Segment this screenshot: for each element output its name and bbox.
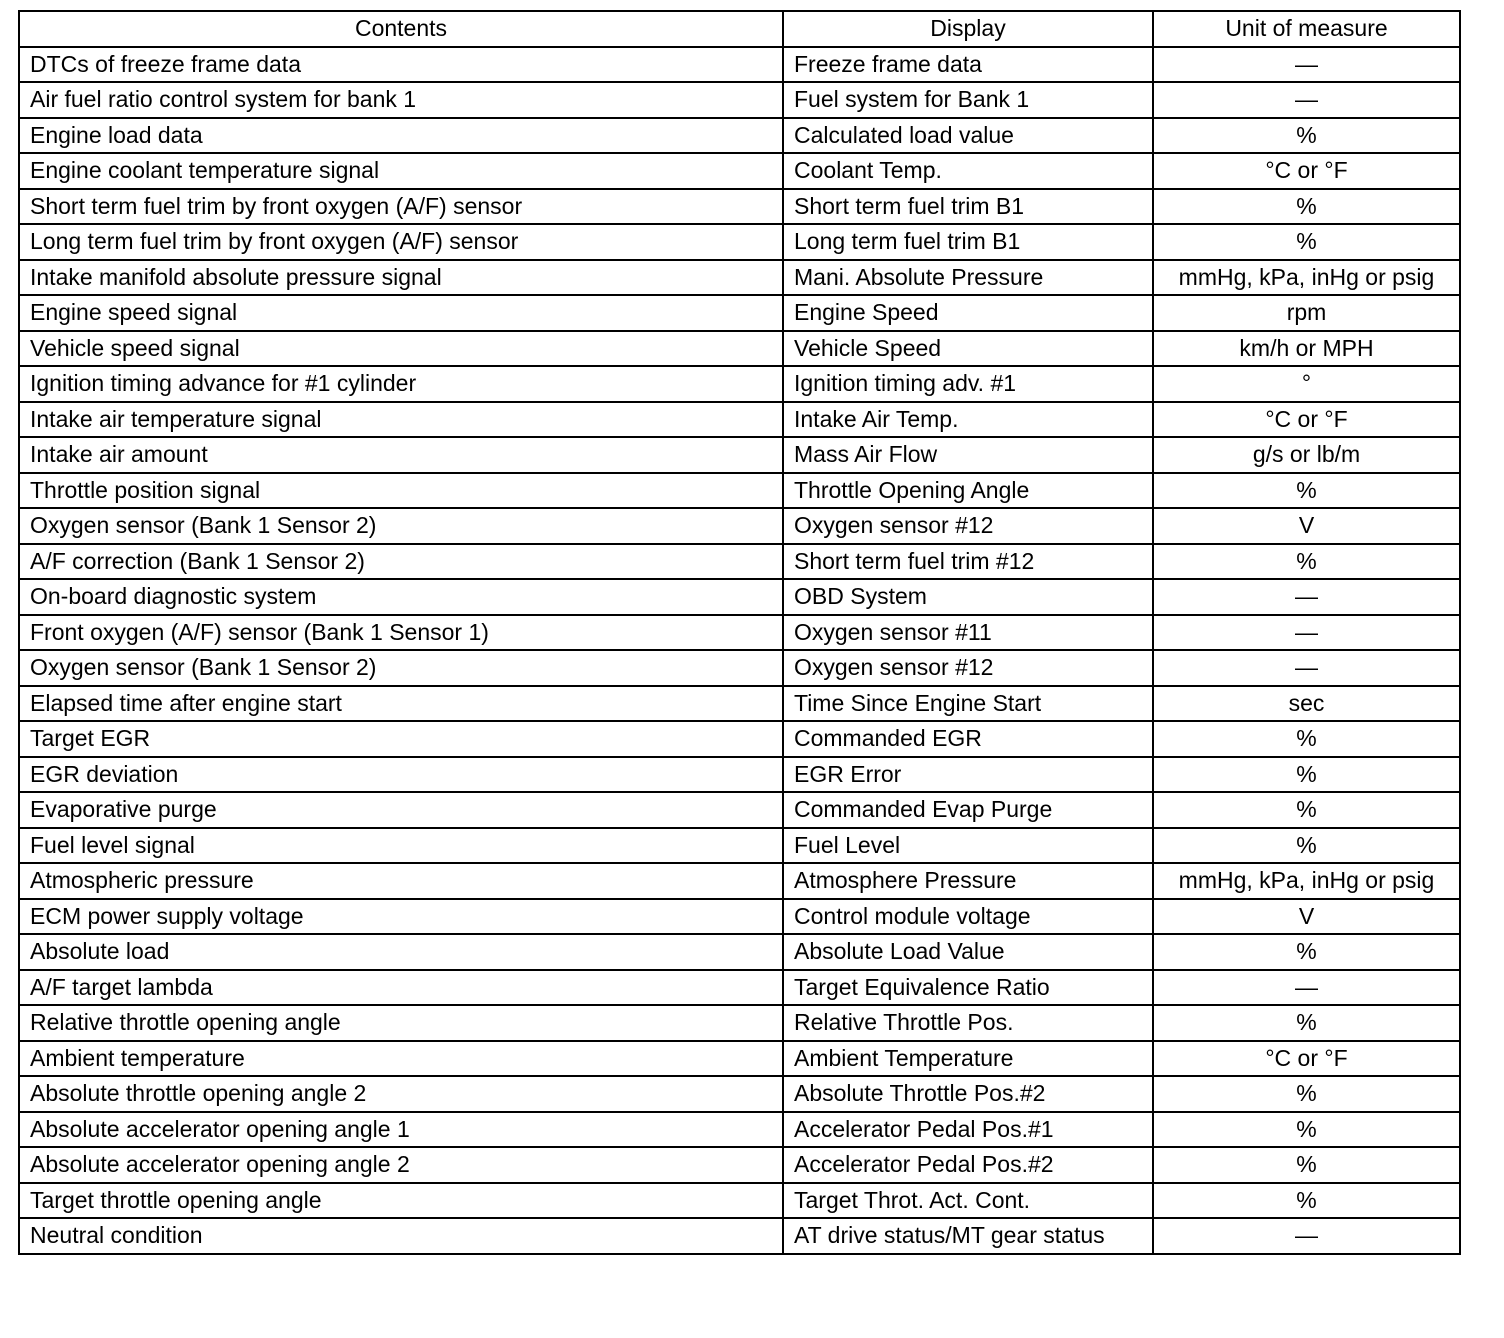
unit-cell: % (1153, 828, 1460, 864)
display-cell: EGR Error (783, 757, 1153, 793)
contents-cell: Absolute accelerator opening angle 2 (19, 1147, 783, 1183)
header-display: Display (783, 11, 1153, 47)
table-row (19, 863, 1460, 899)
display-cell: Control module voltage (783, 899, 1153, 935)
table-row (19, 331, 1460, 367)
display-cell: Fuel system for Bank 1 (783, 82, 1153, 118)
table-row (19, 295, 1460, 331)
table-header-row (19, 11, 1460, 47)
unit-cell: — (1153, 650, 1460, 686)
unit-cell: V (1153, 899, 1460, 935)
display-cell: Target Equivalence Ratio (783, 970, 1153, 1006)
unit-cell: °C or °F (1153, 1041, 1460, 1077)
table-row (19, 1183, 1460, 1219)
contents-cell: Intake manifold absolute pressure signal (19, 260, 783, 296)
contents-cell: Relative throttle opening angle (19, 1005, 783, 1041)
unit-cell: — (1153, 1218, 1460, 1254)
unit-cell: % (1153, 1076, 1460, 1112)
contents-cell: Neutral condition (19, 1218, 783, 1254)
display-cell: Freeze frame data (783, 47, 1153, 83)
display-cell: Vehicle Speed (783, 331, 1153, 367)
contents-cell: Intake air temperature signal (19, 402, 783, 438)
display-cell: Oxygen sensor #12 (783, 508, 1153, 544)
display-cell: Intake Air Temp. (783, 402, 1153, 438)
unit-cell: % (1153, 757, 1460, 793)
contents-cell: On-board diagnostic system (19, 579, 783, 615)
table-row (19, 721, 1460, 757)
display-cell: Atmosphere Pressure (783, 863, 1153, 899)
contents-cell: Vehicle speed signal (19, 331, 783, 367)
contents-cell: Short term fuel trim by front oxygen (A/F) sensor (19, 189, 783, 225)
unit-cell: % (1153, 189, 1460, 225)
table-row (19, 1147, 1460, 1183)
contents-cell: Front oxygen (A/F) sensor (Bank 1 Sensor 1) (19, 615, 783, 651)
unit-cell: sec (1153, 686, 1460, 722)
table-row (19, 650, 1460, 686)
document-page (18, 10, 1461, 1255)
unit-cell: g/s or lb/m (1153, 437, 1460, 473)
table-row (19, 508, 1460, 544)
table-row (19, 402, 1460, 438)
display-cell: Short term fuel trim #12 (783, 544, 1153, 580)
contents-cell: A/F correction (Bank 1 Sensor 2) (19, 544, 783, 580)
display-cell: Accelerator Pedal Pos.#1 (783, 1112, 1153, 1148)
unit-cell: mmHg, kPa, inHg or psig (1153, 863, 1460, 899)
display-cell: Fuel Level (783, 828, 1153, 864)
table-row (19, 899, 1460, 935)
unit-cell: ° (1153, 366, 1460, 402)
table-row (19, 118, 1460, 154)
contents-cell: Engine load data (19, 118, 783, 154)
contents-cell: Engine speed signal (19, 295, 783, 331)
contents-cell: Absolute throttle opening angle 2 (19, 1076, 783, 1112)
table-body (19, 47, 1460, 1254)
unit-cell: km/h or MPH (1153, 331, 1460, 367)
display-cell: Absolute Load Value (783, 934, 1153, 970)
table-row (19, 47, 1460, 83)
contents-cell: DTCs of freeze frame data (19, 47, 783, 83)
table-row (19, 366, 1460, 402)
contents-cell: Ignition timing advance for #1 cylinder (19, 366, 783, 402)
display-cell: Target Throt. Act. Cont. (783, 1183, 1153, 1219)
unit-cell: % (1153, 118, 1460, 154)
unit-cell: % (1153, 1147, 1460, 1183)
unit-cell: % (1153, 1112, 1460, 1148)
contents-cell: Intake air amount (19, 437, 783, 473)
unit-cell: — (1153, 82, 1460, 118)
contents-cell: Throttle position signal (19, 473, 783, 509)
unit-cell: °C or °F (1153, 402, 1460, 438)
display-cell: Ignition timing adv. #1 (783, 366, 1153, 402)
contents-cell: Evaporative purge (19, 792, 783, 828)
display-cell: Time Since Engine Start (783, 686, 1153, 722)
header-unit-of-measure: Unit of measure (1153, 11, 1460, 47)
display-cell: Accelerator Pedal Pos.#2 (783, 1147, 1153, 1183)
table-row (19, 970, 1460, 1006)
unit-cell: % (1153, 934, 1460, 970)
unit-cell: % (1153, 1005, 1460, 1041)
contents-cell: Oxygen sensor (Bank 1 Sensor 2) (19, 650, 783, 686)
unit-cell: rpm (1153, 295, 1460, 331)
display-cell: Throttle Opening Angle (783, 473, 1153, 509)
contents-cell: Target throttle opening angle (19, 1183, 783, 1219)
table-row (19, 1041, 1460, 1077)
display-cell: Ambient Temperature (783, 1041, 1153, 1077)
table-row (19, 1218, 1460, 1254)
table-row (19, 473, 1460, 509)
table-row (19, 224, 1460, 260)
contents-cell: Elapsed time after engine start (19, 686, 783, 722)
table-row (19, 437, 1460, 473)
display-cell: Commanded Evap Purge (783, 792, 1153, 828)
contents-cell: Atmospheric pressure (19, 863, 783, 899)
contents-cell: Air fuel ratio control system for bank 1 (19, 82, 783, 118)
table-row (19, 792, 1460, 828)
contents-cell: Engine coolant temperature signal (19, 153, 783, 189)
table-row (19, 153, 1460, 189)
display-cell: Oxygen sensor #12 (783, 650, 1153, 686)
contents-cell: Fuel level signal (19, 828, 783, 864)
header-contents: Contents (19, 11, 783, 47)
contents-cell: Absolute load (19, 934, 783, 970)
contents-cell: Ambient temperature (19, 1041, 783, 1077)
unit-cell: mmHg, kPa, inHg or psig (1153, 260, 1460, 296)
display-cell: Engine Speed (783, 295, 1153, 331)
contents-cell: EGR deviation (19, 757, 783, 793)
table-row (19, 260, 1460, 296)
display-cell: Oxygen sensor #11 (783, 615, 1153, 651)
unit-cell: V (1153, 508, 1460, 544)
contents-cell: Oxygen sensor (Bank 1 Sensor 2) (19, 508, 783, 544)
table-row (19, 1005, 1460, 1041)
unit-cell: — (1153, 970, 1460, 1006)
table-row (19, 189, 1460, 225)
display-cell: Mass Air Flow (783, 437, 1153, 473)
display-cell: Calculated load value (783, 118, 1153, 154)
unit-cell: % (1153, 1183, 1460, 1219)
contents-cell: Absolute accelerator opening angle 1 (19, 1112, 783, 1148)
contents-cell: ECM power supply voltage (19, 899, 783, 935)
unit-cell: % (1153, 721, 1460, 757)
display-cell: AT drive status/MT gear status (783, 1218, 1153, 1254)
table-row (19, 1112, 1460, 1148)
unit-cell: % (1153, 792, 1460, 828)
unit-cell: °C or °F (1153, 153, 1460, 189)
table-row (19, 686, 1460, 722)
display-cell: Relative Throttle Pos. (783, 1005, 1153, 1041)
table-row (19, 1076, 1460, 1112)
display-cell: OBD System (783, 579, 1153, 615)
display-cell: Long term fuel trim B1 (783, 224, 1153, 260)
table-row (19, 615, 1460, 651)
unit-cell: % (1153, 544, 1460, 580)
table-row (19, 934, 1460, 970)
unit-cell: — (1153, 579, 1460, 615)
unit-cell: — (1153, 615, 1460, 651)
contents-cell: Target EGR (19, 721, 783, 757)
display-cell: Mani. Absolute Pressure (783, 260, 1153, 296)
freeze-frame-data-table (18, 10, 1461, 1255)
contents-cell: A/F target lambda (19, 970, 783, 1006)
unit-cell: % (1153, 473, 1460, 509)
display-cell: Commanded EGR (783, 721, 1153, 757)
table-row (19, 82, 1460, 118)
unit-cell: — (1153, 47, 1460, 83)
table-row (19, 579, 1460, 615)
table-row (19, 544, 1460, 580)
display-cell: Absolute Throttle Pos.#2 (783, 1076, 1153, 1112)
table-row (19, 828, 1460, 864)
display-cell: Short term fuel trim B1 (783, 189, 1153, 225)
display-cell: Coolant Temp. (783, 153, 1153, 189)
table-row (19, 757, 1460, 793)
contents-cell: Long term fuel trim by front oxygen (A/F) sensor (19, 224, 783, 260)
unit-cell: % (1153, 224, 1460, 260)
